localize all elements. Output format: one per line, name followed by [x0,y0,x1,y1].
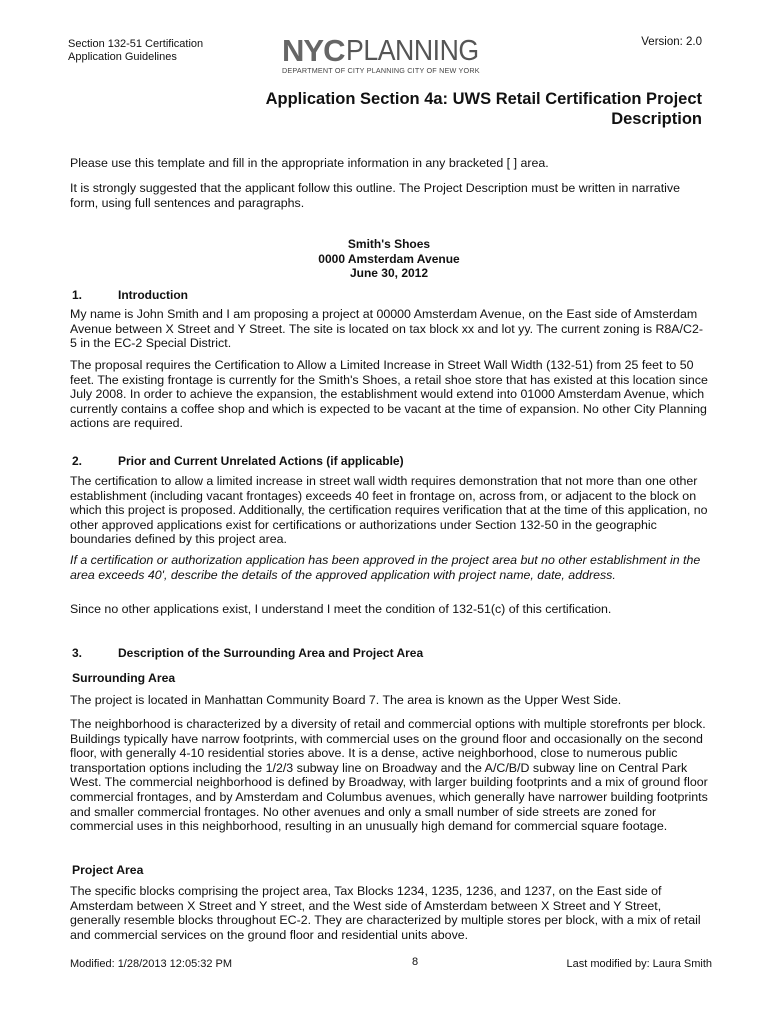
title-line1: Application Section 4a: UWS Retail Certification Project [265,90,702,108]
section-1-paragraph-1: My name is John Smith and I am proposing a project at 00000 Amsterdam Avenue, on the East side of Amsterdam Avenue between X Street and Y Street. The site is located on tax block xx and lot yy. The current zoning is R8A/C2-5 in the EC-2 Special District. [70,307,703,351]
title-line2: Description [611,110,702,128]
section-3-heading [72,646,423,660]
header-left-line2: Application Guidelines [68,51,177,63]
project-area-subheading: Project Area [72,863,144,877]
section-title: Description of the Surrounding Area and Project Area [118,646,424,660]
section-title: Prior and Current Unrelated Actions (if applicable) [118,454,404,468]
section-2-paragraph-3: Since no other applications exist, I understand I meet the condition of 132-51(c) of this certification. [70,602,612,616]
section-3-paragraph-3: The specific blocks comprising the project area, Tax Blocks 1234, 1235, 1236, and 1237, on the East side of Amsterdam between X Street and Y street, and the West side of Amsterdam between X Street and Y Street, generally resemble blocks throughout EC-2. They are characterized by multiple stores per block, with a mix of retail and commercial services on the ground floor and residential units above. [70,884,701,942]
footer-modified: Modified: 1/28/2013 12:05:32 PM [70,958,233,970]
project-date: June 30, 2012 [349,266,429,280]
footer-last-modified: Last modified by: Laura Smith [566,958,712,970]
nyc-planning-logo [282,33,491,75]
surrounding-area-subheading: Surrounding Area [72,671,176,685]
project-address: 0000 Amsterdam Avenue [318,251,460,266]
section-1-heading [72,288,188,302]
project-name: Smith's Shoes [347,237,431,251]
section-1-paragraph-2: The proposal requires the Certification to Allow a Limited Increase in Street Wall Width (132-51) from 25 feet to 50 feet. The existing frontage is currently for the Smith's Shoes, a retail shoe store that has existed at this location since July 2008. In order to achieve the expansion, the establishment would extend into 01000 Amsterdam Avenue, which currently contains a coffee shop and which is expected to be vacant at the time of expansion. No other City Planning actions are required. [70,358,708,431]
logo-subtitle: DEPARTMENT OF CITY PLANNING CITY OF NEW YORK [282,66,480,75]
project-heading [70,237,708,281]
section-2-heading [72,454,404,468]
header-section-label [68,38,203,64]
intro-paragraph-1: Please use this template and fill in the appropriate information in any bracketed [ ] area. [70,156,549,170]
section-3-paragraph-2: The neighborhood is characterized by a diversity of retail and commercial options with multiple storefronts per block. Buildings typically have narrow footprints, with commercial uses on the ground floor and occasionally on the second floor, with generally 4-10 residential stories above. It is a dense, active neighborhood, close to numerous public transportation options including the 1/2/3 subway line on Broadway and the A/C/B/D subway line on Central Park West. The commercial neighborhood is defined by Broadway, with larger building footprints and a mix of ground floor commercial frontages, and by Amsterdam and Columbus avenues, which generally have narrower building footprints and smaller commercial frontages. No other avenues and only a small number of side streets are zoned for commercial uses in this neighborhood, resulting in an unusually high demand for commercial square footage. [70,717,708,834]
footer-page-number: 8 [412,956,419,968]
section-3-paragraph-1: The project is located in Manhattan Community Board 7. The area is known as the Upper West Side. [70,693,622,707]
section-title: Introduction [118,288,188,302]
section-number: 1. [72,288,83,302]
intro-paragraph-2: It is strongly suggested that the applicant follow this outline. The Project Description must be written in narrative form, using full sentences and paragraphs. [70,181,680,210]
section-2-paragraph-italic: If a certification or authorization application has been approved in the project area but no other establishment in the area exceeds 40', describe the details of the approved application with project name, date, address. [70,553,701,582]
logo-nyc-text: NYC [282,33,345,68]
section-2-paragraph-1: The certification to allow a limited increase in street wall width requires demonstration that not more than one other establishment (including vacant frontages) exceeds 40 feet in frontage on, across from, or adjacent to the block on which this project is proposed. Additionally, the certification requires verification that at the time of this application, no other approved applications exist for certifications or authorizations under Section 132-50 in the geographic boundaries defined by this project area. [70,474,708,547]
version-label: Version: 2.0 [641,36,702,48]
page-title [142,89,702,129]
logo-planning-text: PLANNING [346,35,480,67]
section-number: 2. [72,454,83,468]
header-left-line1: Section 132-51 Certification [68,38,204,50]
section-number: 3. [72,646,83,660]
